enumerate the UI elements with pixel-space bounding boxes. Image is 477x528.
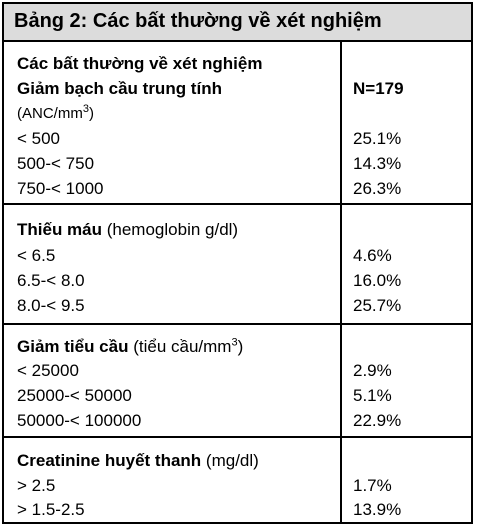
- row-label: 50000-< 100000: [17, 411, 142, 430]
- n-label: N=179: [353, 79, 404, 98]
- row-value: 2.9%: [353, 361, 392, 380]
- row-label: 750-< 1000: [17, 179, 104, 198]
- table-title-bar: [4, 4, 471, 42]
- section-unit-neutropenia: $(ANC/mm^3)$: [17, 103, 94, 122]
- row-label: 500-< 750: [17, 154, 95, 173]
- row-label: < 500: [17, 129, 61, 148]
- row-label: 6.5-< 8.0: [17, 271, 85, 290]
- row-value: 14.3%: [353, 154, 402, 173]
- header-label: Các bất thường về xét nghiệm: [17, 54, 263, 73]
- row-label: < 25000: [17, 361, 79, 380]
- row-value: 25.7%: [353, 296, 402, 315]
- lab-abnormalities-table: [2, 2, 473, 524]
- section-heading-creatinine: Creatinine huyết thanh (mg/dl): [17, 451, 259, 470]
- row-label: < 6.5: [17, 246, 56, 265]
- row-value: 5.1%: [353, 386, 392, 405]
- section-name-neutropenia: Giảm bạch cầu trung tính: [17, 79, 222, 98]
- section-heading-anemia: Thiếu máu (hemoglobin g/dl): [17, 220, 239, 239]
- section-divider: [4, 323, 471, 325]
- column-divider: [340, 42, 342, 524]
- row-value: 26.3%: [353, 179, 402, 198]
- row-value: 4.6%: [353, 246, 392, 265]
- table-title: Bảng 2: Các bất thường về xét nghiệm: [14, 10, 382, 32]
- section-divider: [4, 436, 471, 438]
- row-label: 25000-< 50000: [17, 386, 132, 405]
- section-heading-thrombocytopenia: Giảm tiểu cầu (tiểu cầu/$mm^3$): [17, 336, 244, 356]
- row-value: 25.1%: [353, 129, 402, 148]
- row-label: > 1.5-2.5: [17, 500, 85, 519]
- row-value: 16.0%: [353, 271, 402, 290]
- section-divider: [4, 203, 471, 205]
- row-label: > 2.5: [17, 476, 56, 495]
- row-value: 1.7%: [353, 476, 392, 495]
- row-value: 13.9%: [353, 500, 402, 519]
- row-value: 22.9%: [353, 411, 402, 430]
- row-label: 8.0-< 9.5: [17, 296, 85, 315]
